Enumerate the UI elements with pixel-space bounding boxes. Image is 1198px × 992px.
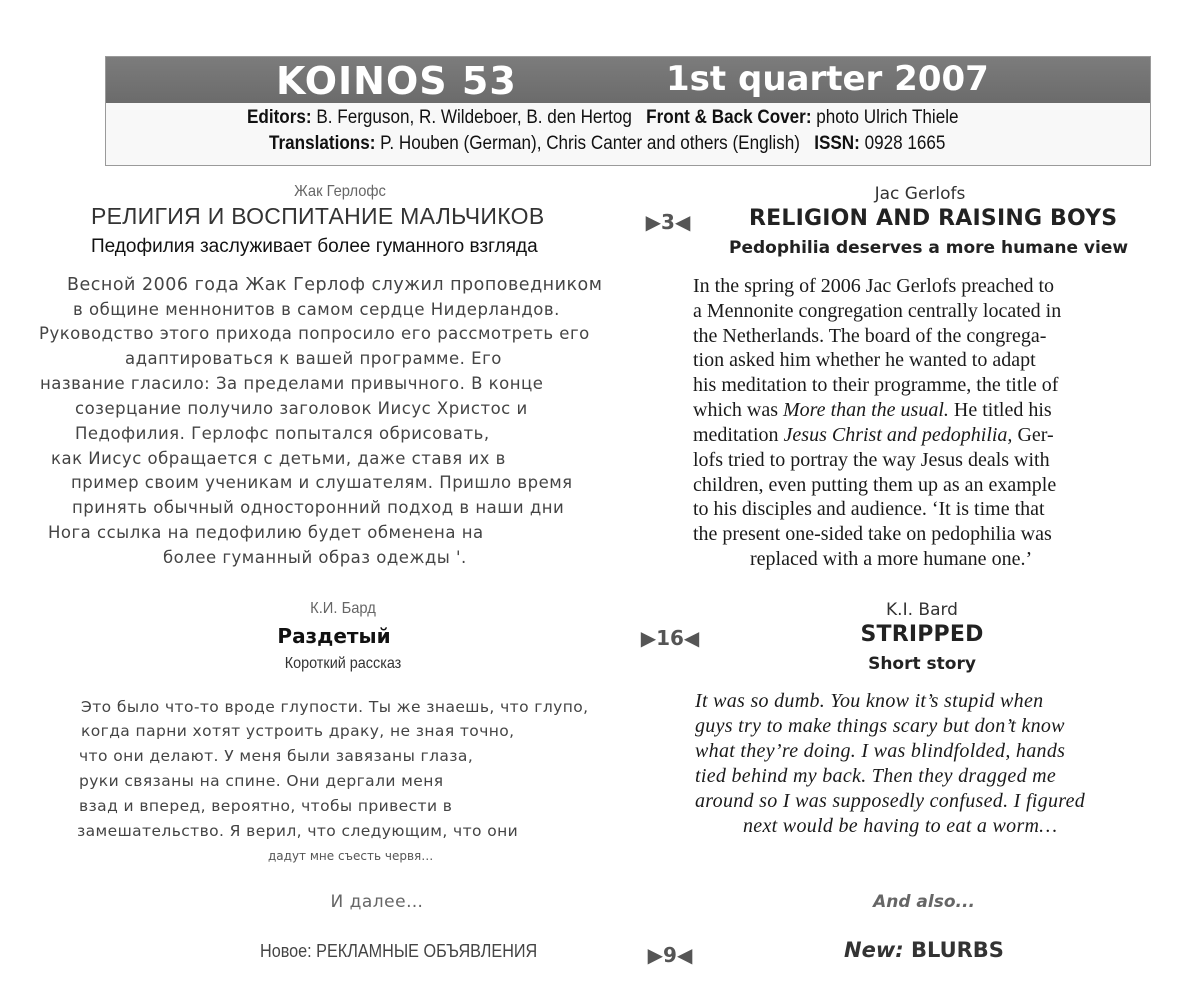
- en-body-line: lofs tried to portray the way Jesus deals with: [693, 449, 1050, 471]
- article2-en-author: K.I. Bard: [886, 600, 958, 620]
- meditation-new-title: Jesus Christ and pedophilia,: [783, 424, 1013, 446]
- issn-label: ISSN:: [814, 133, 860, 154]
- en-body-line: In the spring of 2006 Jac Gerlofs preached to: [693, 275, 1054, 297]
- en-body-line: the Netherlands. The board of the congrega-: [693, 325, 1047, 347]
- en-body-line: tion asked him whether he wanted to adapt: [693, 349, 1036, 371]
- ru-body-line: как Иисус обращается с детьми, даже ставя их в: [51, 449, 506, 468]
- blurbs-page-ref: ▶9◀: [647, 943, 693, 967]
- en-text: He titled his: [948, 399, 1052, 421]
- ru-body-line: адаптироваться к вашей программе. Его: [125, 349, 502, 368]
- ru-body-line: принять обычный односторонний подход в наши дни: [72, 498, 565, 517]
- ru-body-line: название гласило: За пределами привычного. В конце: [40, 374, 544, 393]
- article1-ru-author: Жак Герлофс: [294, 183, 386, 200]
- ru-body-line: Руководство этого прихода попросило его рассмотреть его: [39, 324, 590, 343]
- article2-ru-author: К.И. Бард: [310, 600, 376, 617]
- article1-en-title: RELIGION AND RAISING BOYS: [749, 206, 1118, 231]
- cover-credit: photo Ulrich Thiele: [816, 107, 959, 128]
- article2-ru-title: Раздетый: [277, 624, 391, 648]
- blurbs-new-label: New:: [844, 938, 904, 962]
- en-body-line: his meditation to their programme, the title of: [693, 374, 1059, 396]
- meditation-title: More than the usual.: [782, 399, 949, 421]
- translations-label: Translations:: [269, 133, 376, 154]
- en-story-line: It was so dumb. You know it’s stupid when: [695, 690, 1044, 712]
- ru-body-line: Педофилия. Герлофс попытался обрисовать,: [75, 424, 490, 443]
- en-story-line: guys try to make things scary but don’t know: [695, 715, 1065, 737]
- ru-body-line: в общине меннонитов в самом сердце Нидерландов.: [73, 300, 560, 319]
- ru-body-line: созерцание получило заголовок Иисус Христос и: [75, 399, 528, 418]
- blurbs-en: [844, 938, 1004, 962]
- en-body-line: a Mennonite congregation centrally located in: [693, 300, 1062, 322]
- also-en: And also...: [873, 892, 975, 912]
- ru-story-line: замешательство. Я верил, что следующим, что они: [77, 822, 519, 840]
- ru-story-line: руки связаны на спине. Они дергали меня: [79, 772, 444, 790]
- ru-body-line: Нога ссылка на педофилию будет обменена на: [48, 523, 484, 542]
- ru-story-last-line: дадут мне съесть червя…: [268, 849, 434, 863]
- ru-body-line: пример своим ученикам и слушателям. Пришло время: [71, 473, 573, 492]
- article2-ru-subtitle: Короткий рассказ: [284, 655, 402, 672]
- issue-date: 1st quarter 2007: [666, 59, 989, 99]
- en-body-line: to his disciples and audience. ‘It is time that: [693, 498, 1045, 520]
- article1-en-author: Jac Gerlofs: [874, 184, 966, 204]
- en-text: meditation: [693, 424, 784, 446]
- en-body-line: children, even putting them up as an example: [693, 474, 1057, 496]
- ru-story-line: когда парни хотят устроить драку, не зная точно,: [81, 722, 515, 740]
- article1-en-subtitle: Pedophilia deserves a more humane view: [729, 238, 1129, 258]
- blurbs-ru: Новое: РЕКЛАМНЫЕ ОБЪЯВЛЕНИЯ: [260, 941, 538, 961]
- en-text: which was: [693, 399, 783, 421]
- ru-story-line: что они делают. У меня были завязаны глаза,: [79, 747, 474, 765]
- en-text: Ger-: [1012, 424, 1054, 446]
- article2-page-ref: ▶16◀: [640, 626, 700, 650]
- article1-ru-subtitle: Педофилия заслуживает более гуманного взгляда: [91, 236, 538, 257]
- editors-label: Editors:: [247, 107, 312, 128]
- editors-names: B. Ferguson, R. Wildeboer, B. den Hertog: [316, 107, 632, 128]
- ru-story-line: взад и вперед, вероятно, чтобы привести в: [79, 797, 453, 815]
- blurbs-en-title: BLURBS: [910, 938, 1004, 962]
- en-story-line: tied behind my back. Then they dragged me: [695, 765, 1057, 787]
- en-story-line: what they’re doing. I was blindfolded, hands: [695, 740, 1066, 762]
- en-story-line: around so I was supposedly confused. I figured: [695, 790, 1086, 812]
- issn-number: 0928 1665: [864, 133, 946, 154]
- en-body-line: replaced with a more humane one.’: [750, 548, 1033, 570]
- translations-names: P. Houben (German), Chris Canter and others (English): [380, 133, 800, 154]
- ru-body-line: более гуманный образ одежды '.: [163, 548, 467, 567]
- ru-body-line: Весной 2006 года Жак Герлоф служил проповедником: [67, 275, 603, 295]
- article2-en-subtitle: Short story: [868, 654, 976, 674]
- article2-en-title: STRIPPED: [860, 622, 984, 647]
- en-body-line: the present one-sided take on pedophilia was: [693, 523, 1052, 545]
- article1-page-ref: ▶3◀: [645, 210, 691, 234]
- en-story-line: next would be having to eat a worm…: [743, 815, 1058, 837]
- magazine-title: KOINOS 53: [276, 59, 517, 103]
- article1-ru-title: РЕЛИГИЯ И ВОСПИТАНИЕ МАЛЬЧИКОВ: [91, 203, 545, 229]
- also-ru: И далее…: [330, 892, 424, 912]
- cover-label: Front & Back Cover:: [646, 107, 812, 128]
- ru-story-line: Это было что-то вроде глупости. Ты же знаешь, что глупо,: [81, 698, 589, 716]
